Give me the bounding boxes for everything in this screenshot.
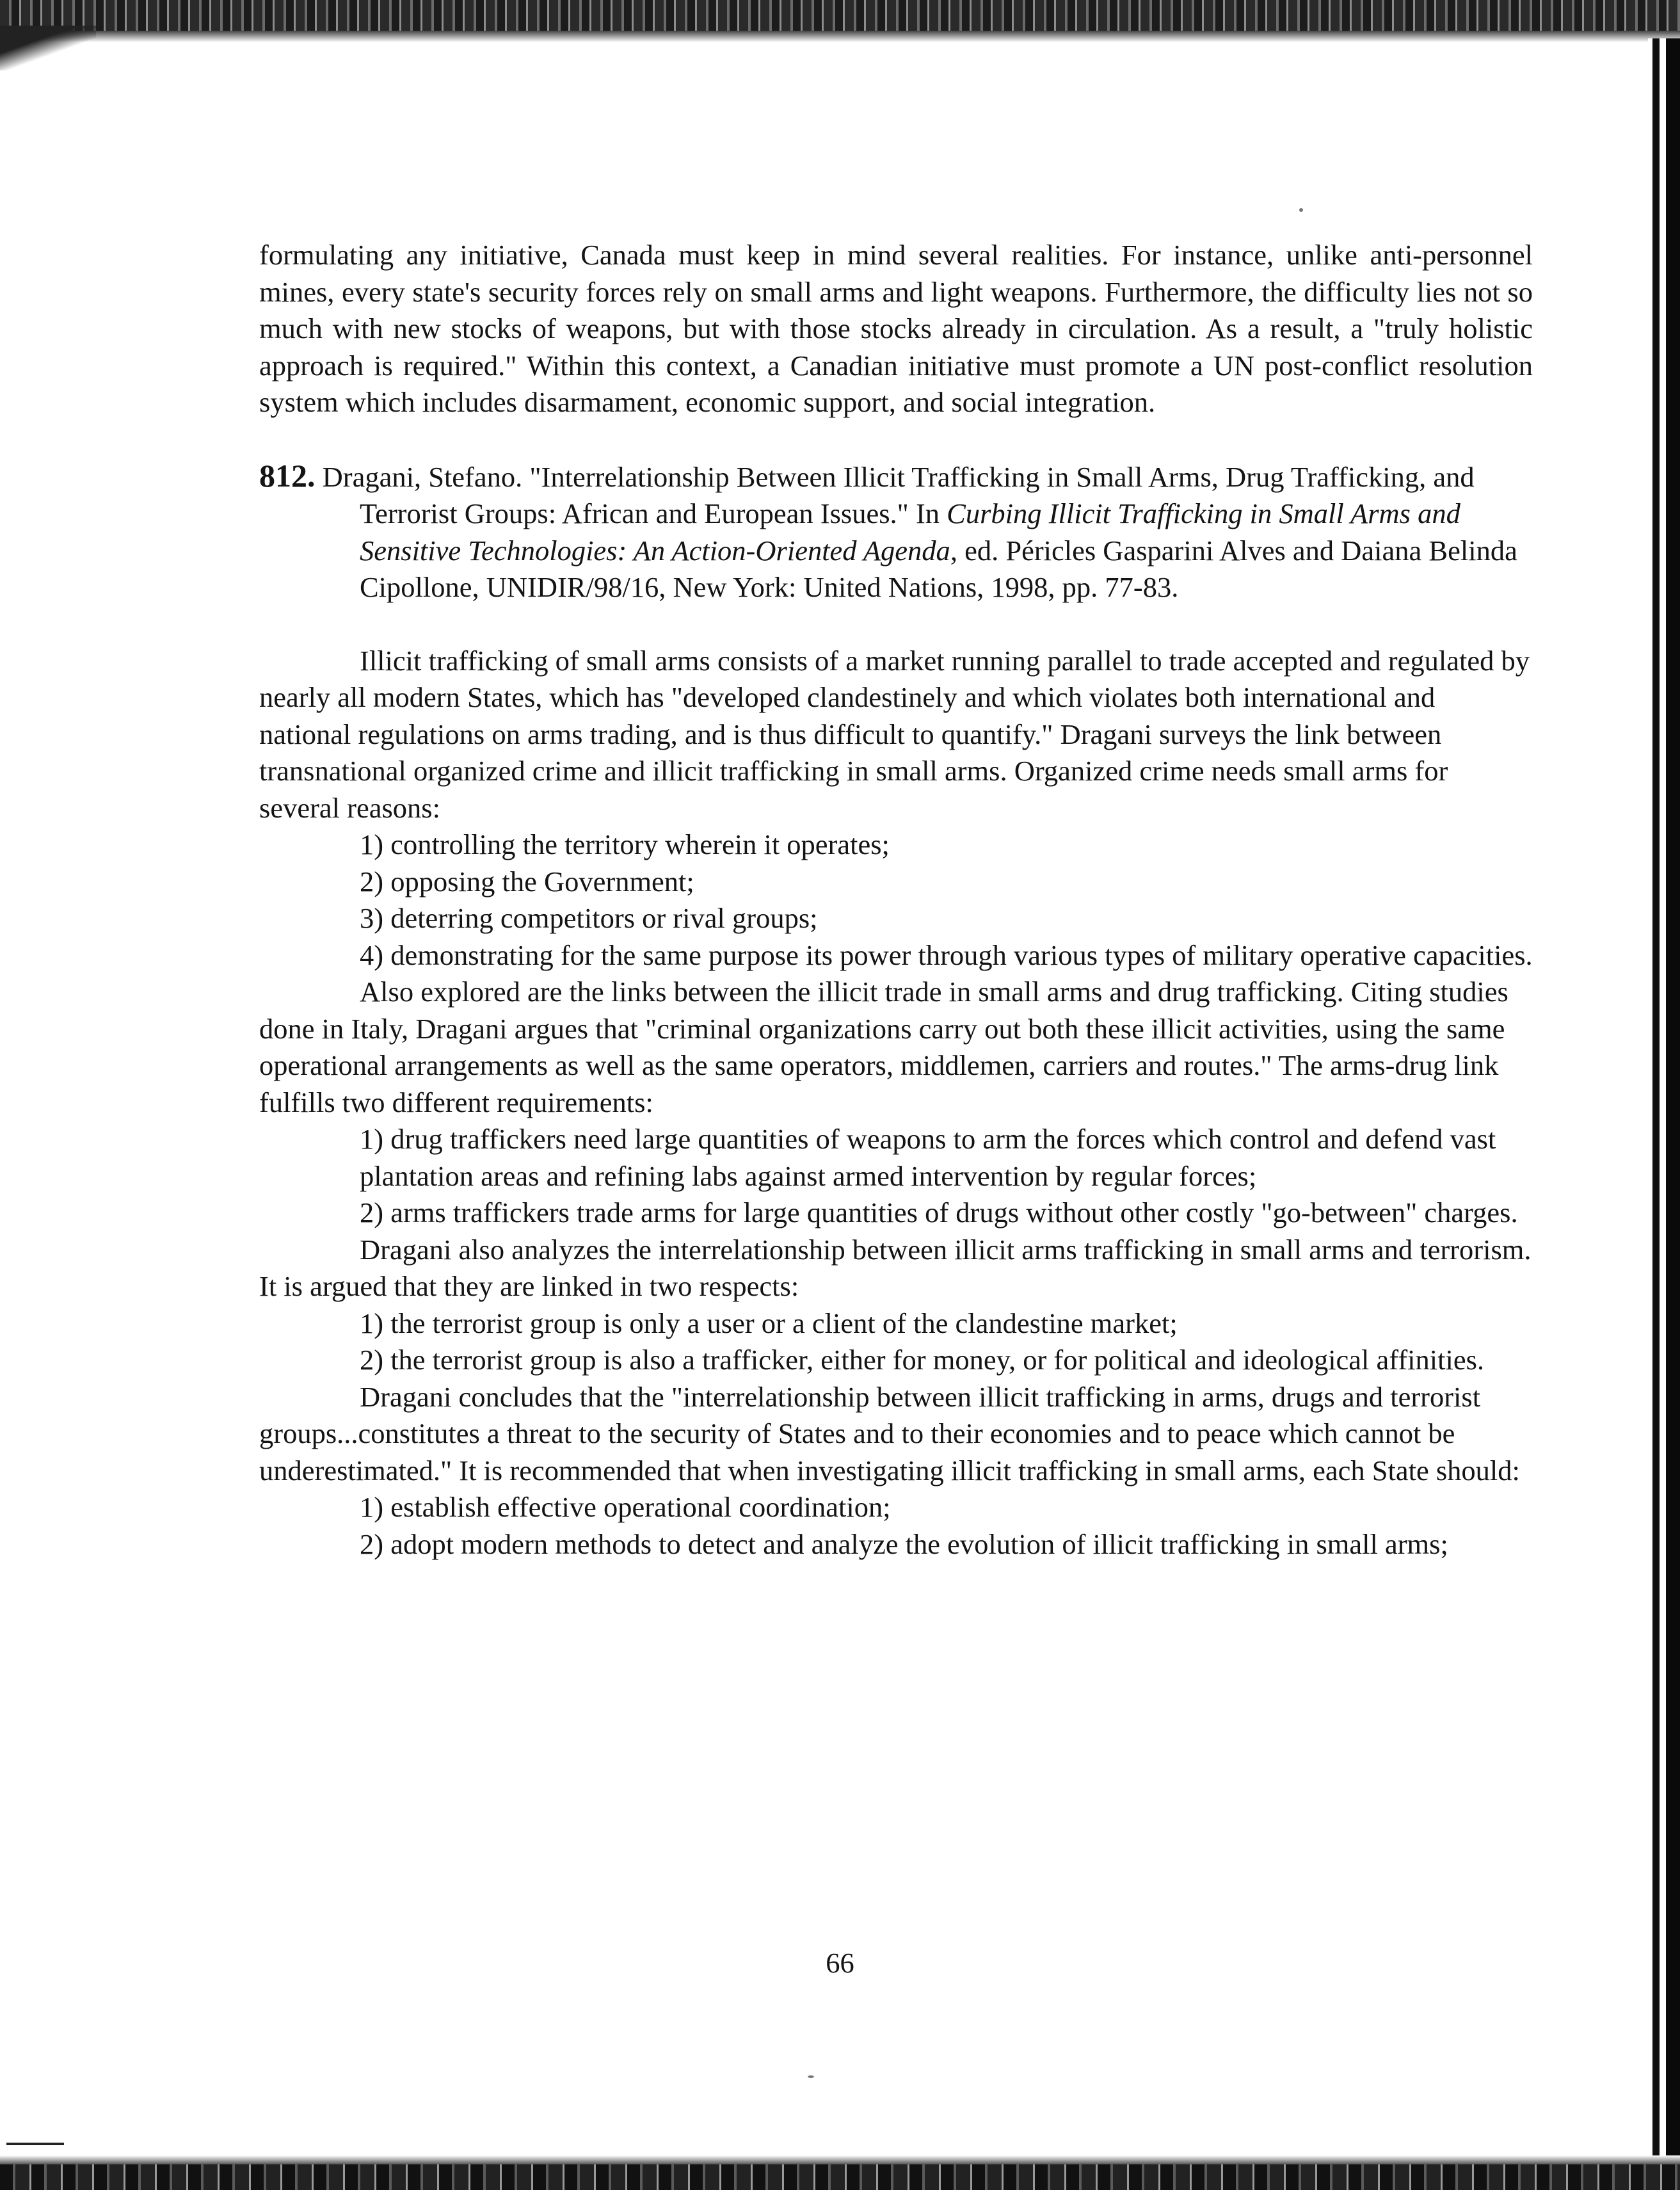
- scan-corner-artifact: [0, 26, 96, 70]
- body-paragraph: Illicit trafficking of small arms consists of a market running parallel to trade accepted and regulated by nearly all modern States, which has "developed clandestinely and which violates both international and national regulations on arms trading, and is thus difficult to quantify." Dragani surveys the link between transnational organized crime and illicit trafficking in small arms. Organized crime needs small arms for several reasons:: [259, 644, 1530, 824]
- continuation-paragraph: formulating any initiative, Canada must keep in mind several realities. For instance, unlike anti-personnel mines, every state's security forces rely on small arms and light weapons. Furthermore, the difficulty lies not so much with new stocks of weapons, but with those stocks already in circulation. As a result, a "truly holistic approach is required." Within this context, a Canadian initiative must promote a UN post-conflict resolution system which includes disarmament, economic support, and social integration.: [259, 239, 1533, 418]
- entry-number: 812.: [259, 457, 316, 494]
- annotation-body: [259, 643, 1533, 1563]
- list-item: 1) controlling the territory wherein it operates;: [360, 828, 890, 860]
- list-item: 2) adopt modern methods to detect and analyze the evolution of illicit trafficking in small arms;: [360, 1527, 1448, 1560]
- list-item: 4) demonstrating for the same purpose its power through various types of military operative capacities.: [360, 938, 1533, 971]
- body-paragraph: Dragani also analyzes the interrelationship between illicit arms trafficking in small arms and terrorism. It is argued that they are linked in two respects:: [259, 1233, 1532, 1302]
- document-page: [259, 237, 1533, 1563]
- scan-shadow-bottom: [0, 2155, 1680, 2164]
- bibliography-entry: [259, 458, 1533, 606]
- list-item: 2) the terrorist group is also a trafficker, either for money, or for political and ideological affinities.: [360, 1344, 1485, 1376]
- citation-text: Dragani, Stefano. "Interrelationship Between Illicit Trafficking in Small Arms, Drug Trafficking, and Terrorist Groups: African and European Issues." In: [322, 460, 1475, 529]
- page-number: 66: [826, 1947, 854, 1979]
- scan-border-top: [0, 0, 1680, 31]
- list-item: 2) opposing the Government;: [360, 865, 694, 898]
- list-item: 2) arms traffickers trade arms for large quantities of drugs without other costly "go-between" charges.: [360, 1196, 1518, 1228]
- scan-border-bottom: [0, 2164, 1680, 2190]
- list-item: 1) drug traffickers need large quantities of weapons to arm the forces which control and defend vast plantation areas and refining labs against armed intervention by regular forces;: [360, 1123, 1496, 1192]
- list-item: 1) the terrorist group is only a user or a client of the clandestine market;: [360, 1307, 1178, 1339]
- scan-border-right: [1648, 38, 1680, 2164]
- list-item: 3) deterring competitors or rival groups;: [360, 902, 818, 934]
- scan-shadow-top: [0, 31, 1680, 42]
- citation-book-title: Curbing Illicit Trafficking in Small Arms and Sensitive Technologies: An Action-Oriented Agenda: [360, 497, 1460, 567]
- scan-speck: [1299, 208, 1303, 212]
- body-paragraph: Dragani concludes that the "interrelationship between illicit trafficking in arms, drugs and terrorist groups...constitutes a threat to the security of States and to their economies and to peace which cannot be underestimated." It is recommended that when investigating illicit trafficking in small arms, each State should:: [259, 1380, 1520, 1486]
- body-paragraph: Also explored are the links between the illicit trade in small arms and drug trafficking. Citing studies done in Italy, Dragani argues that "criminal organizations carry out both these illicit activities, using the same operational arrangements as well as the same operators, middlemen, carriers and routes." The arms-drug link fulfills two different requirements:: [259, 976, 1508, 1118]
- list-item: 1) establish effective operational coordination;: [360, 1491, 891, 1523]
- citation-details: , ed. Péricles Gasparini Alves and Daiana Belinda Cipollone, UNIDIR/98/16, New York: United Nations, 1998, pp. 77-83.: [360, 534, 1517, 603]
- scan-speck: [808, 2075, 814, 2078]
- scan-mark: [6, 2143, 64, 2145]
